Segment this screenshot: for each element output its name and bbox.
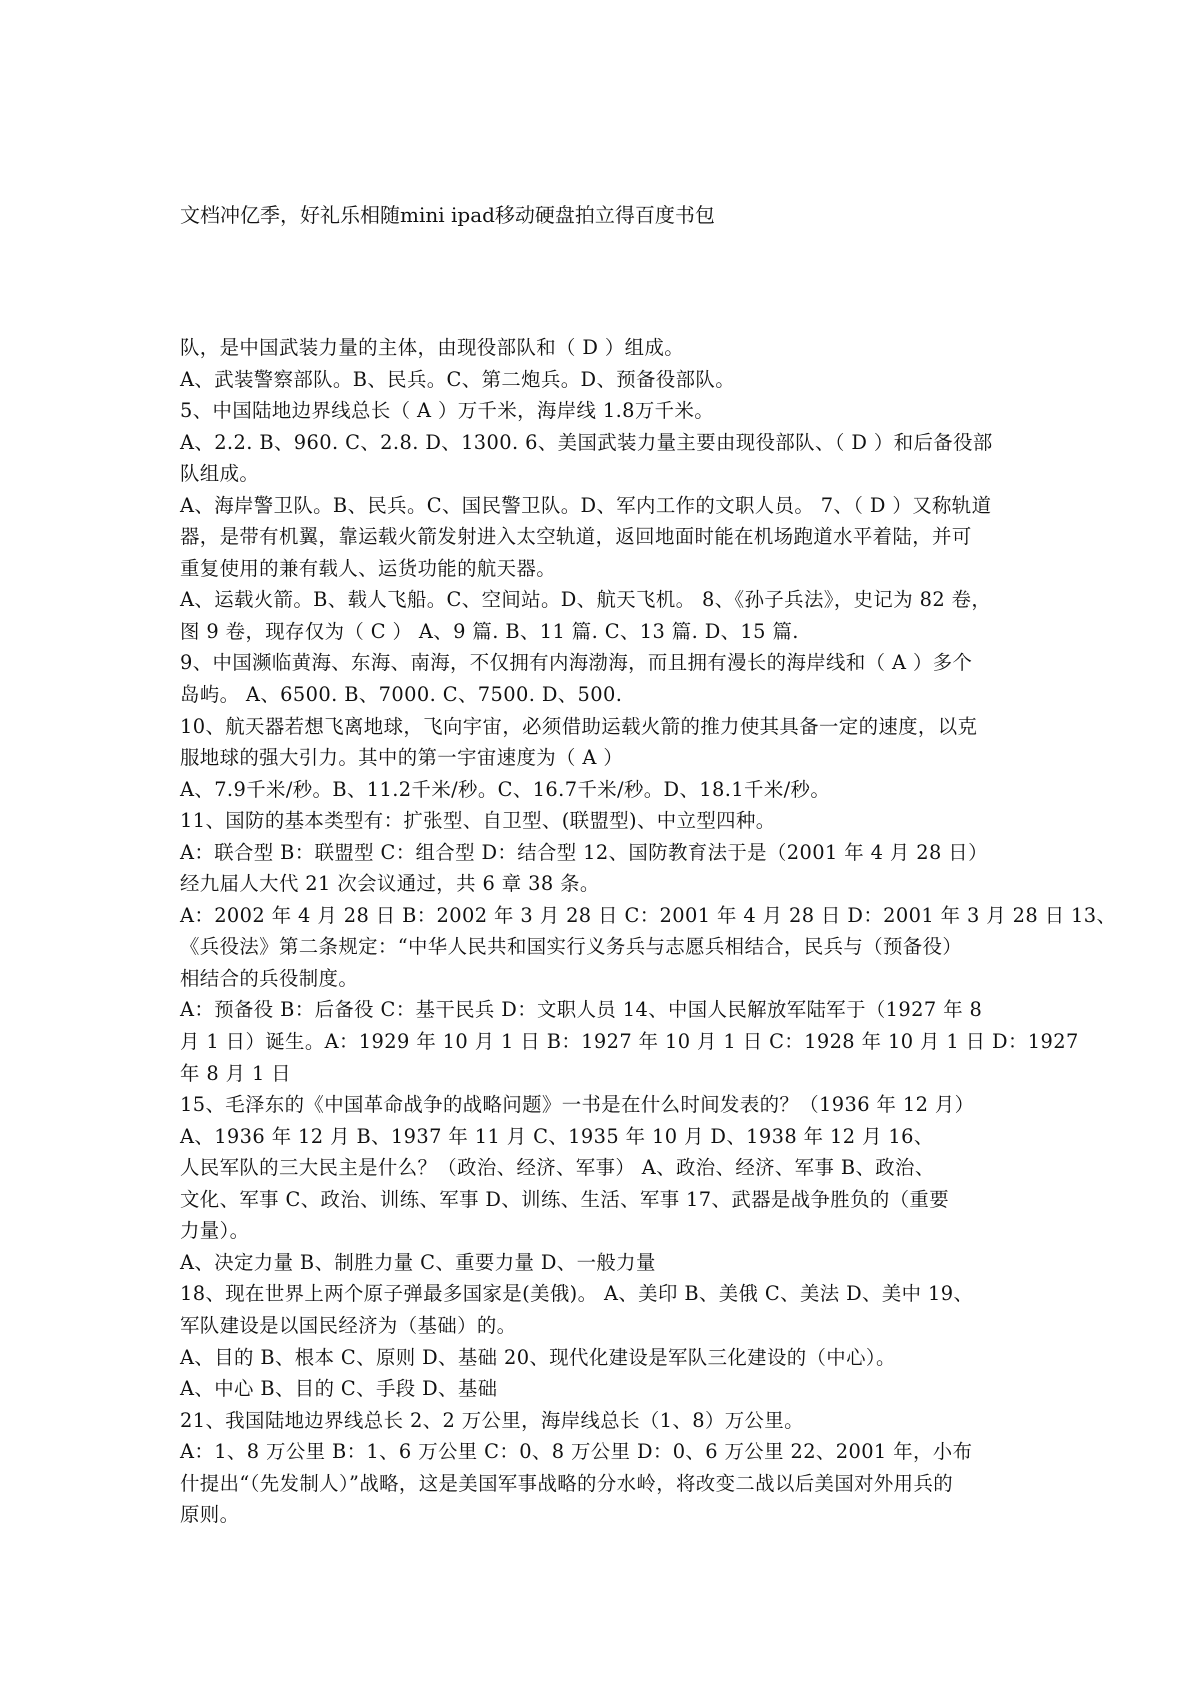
text-line: A、决定力量 B、制胜力量 C、重要力量 D、一般力量 — [180, 1250, 656, 1274]
text-line: A：1、8 万公里 B：1、6 万公里 C：0、8 万公里 D：0、6 万公里 22、2001 年，小布 — [180, 1440, 973, 1464]
text-line: 重复使用的兼有载人、运货功能的航天器。 — [180, 556, 557, 580]
text-line: A、1936 年 12 月 B、1937 年 11 月 C、1935 年 10 月 D、1938 年 12 月 16、 — [180, 1124, 934, 1148]
text-line: A、海岸警卫队。B、民兵。C、国民警卫队。D、军内工作的文职人员。 7、（ D ）又称轨道 — [180, 493, 992, 517]
text-line: 21、我国陆地边界线总长 2、2 万公里，海岸线总长（1、8）万公里。 — [180, 1408, 804, 1432]
text-line: 18、现在世界上两个原子弹最多国家是(美俄)。 A、美印 B、美俄 C、美法 D、美中 19、 — [180, 1282, 974, 1306]
text-line: A：联合型 B：联盟型 C：组合型 D：结合型 12、国防教育法于是（2001 年 4 月 28 日） — [180, 840, 988, 864]
text-line: 服地球的强大引力。其中的第一宇宙速度为（ A ） — [180, 746, 624, 770]
text-line: 11、国防的基本类型有：扩张型、自卫型、(联盟型)、中立型四种。 — [180, 809, 776, 833]
text-line: 队，是中国武装力量的主体，由现役部队和（ D ）组成。 — [180, 336, 685, 359]
text-line: A、2.2. B、960. C、2.8. D、1300. 6、美国武装力量主要由现役部队、（ D ）和后备役部 — [180, 430, 993, 454]
text-line: 人民军队的三大民主是什么？（政治、经济、军事） A、政治、经济、军事 B、政治、 — [180, 1156, 935, 1180]
document-body — [180, 332, 1117, 1531]
text-line: A、目的 B、根本 C、原则 D、基础 20、现代化建设是军队三化建设的（中心）。 — [180, 1345, 896, 1369]
text-line: 《兵役法》第二条规定：“中华人民共和国实行义务兵与志愿兵相结合，民兵与（预备役） — [180, 935, 963, 959]
text-line: 岛屿。 A、6500. B、7000. C、7500. D、500. — [180, 683, 623, 707]
text-line: 原则。 — [180, 1503, 240, 1527]
text-line: 月 1 日）诞生。A：1929 年 10 月 1 日 B：1927 年 10 月 1 日 C：1928 年 10 月 1 日 D：1927 — [180, 1030, 1079, 1054]
text-line: A、中心 B、目的 C、手段 D、基础 — [180, 1377, 498, 1401]
text-line: 力量）。 — [180, 1219, 250, 1243]
text-line: 文化、军事 C、政治、训练、军事 D、训练、生活、军事 17、武器是战争胜负的（重要 — [180, 1187, 950, 1211]
text-line: 5、中国陆地边界线总长（ A ）万千米，海岸线 1.8万千米。 — [180, 399, 715, 423]
text-line: 相结合的兵役制度。 — [180, 966, 359, 990]
text-line: A、运载火箭。B、载人飞船。C、空间站。D、航天飞机。 8、《孙子兵法》，史记为 82 卷， — [180, 588, 992, 612]
text-line: A、武装警察部队。B、民兵。C、第二炮兵。D、预备役部队。 — [180, 367, 736, 391]
text-line: 图 9 卷，现存仅为（ C ） A、9 篇. B、11 篇. C、13 篇. D、15 篇. — [180, 619, 799, 643]
text-line: 经九届人大代 21 次会议通过，共 6 章 38 条。 — [180, 872, 600, 896]
text-line: 15、毛泽东的《中国革命战争的战略问题》一书是在什么时间发表的？（1936 年 12 月） — [180, 1093, 975, 1117]
text-line: A、7.9千米/秒。B、11.2千米/秒。C、16.7千米/秒。D、18.1千米/秒。 — [180, 777, 831, 801]
text-line: 9、中国濒临黄海、东海、南海，不仅拥有内海渤海，而且拥有漫长的海岸线和（ A ）多个 — [180, 651, 973, 675]
text-line: 队组成。 — [180, 462, 260, 486]
text-line: 器，是带有机翼，靠运载火箭发射进入太空轨道，返回地面时能在机场跑道水平着陆，并可 — [180, 525, 972, 549]
text-line: 军队建设是以国民经济为（基础）的。 — [180, 1313, 517, 1337]
text-line: A：2002 年 4 月 28 日 B：2002 年 3 月 28 日 C：2001 年 4 月 28 日 D：2001 年 3 月 28 日 13、 — [180, 903, 1117, 927]
text-line: A：预备役 B：后备役 C：基干民兵 D：文职人员 14、中国人民解放军陆军于（1927 年 8 — [180, 998, 983, 1022]
text-line: 什提出“（先发制人）”战略，这是美国军事战略的分水岭，将改变二战以后美国对外用兵的 — [180, 1471, 954, 1495]
text-line: 10、航天器若想飞离地球，飞向宇宙，必须借助运载火箭的推力使其具备一定的速度，以克 — [180, 714, 978, 738]
promo-line: 文档冲亿季，好礼乐相随mini ipad移动硬盘拍立得百度书包 — [180, 203, 715, 227]
text-line: 年 8 月 1 日 — [180, 1061, 292, 1085]
